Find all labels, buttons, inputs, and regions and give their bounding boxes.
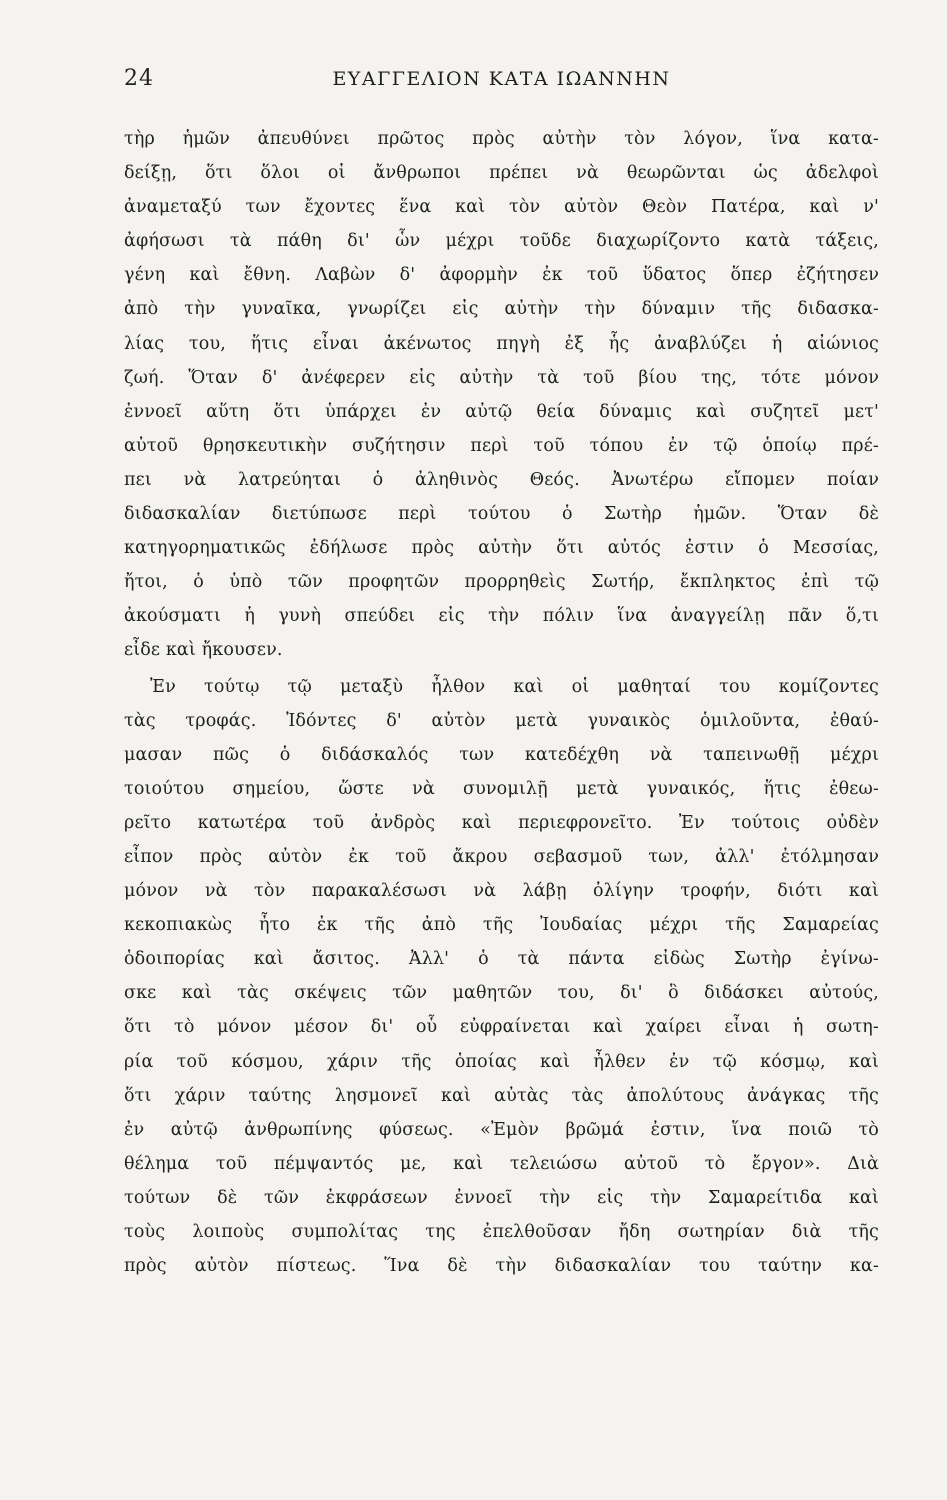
text-line: διδασκαλίαν διετύπωσε περὶ τούτου ὁ Σωτὴρ ἡμῶν. Ὅταν δὲ	[124, 504, 879, 525]
body-text	[124, 122, 879, 1283]
paragraph-1	[124, 122, 879, 668]
text-line: Ἐν τούτῳ τῷ μεταξὺ ἦλθον καὶ οἱ μαθηταί του κομίζοντες	[150, 676, 879, 697]
text-line: πει νὰ λατρεύηται ὁ ἀληθινὸς Θεός. Ἀνωτέρω εἴπομεν ποίαν	[124, 469, 879, 490]
page-number: 24	[124, 66, 154, 91]
paragraph-2	[124, 670, 879, 1284]
text-line: εἶδε καὶ ἤκουσεν.	[124, 640, 283, 661]
text-line: τὴρ ἡμῶν ἀπευθύνει πρῶτος πρὸς αὐτὴν τὸν λόγον, ἵνα κατα-	[124, 129, 879, 149]
text-line: ὅτι χάριν ταύτης λησμονεῖ καὶ αὐτὰς τὰς ἀπολύτους ἀνάγκας τῆς	[124, 1085, 879, 1106]
page-header	[124, 66, 879, 100]
text-line: κατηγορηματικῶς ἐδήλωσε πρὸς αὐτὴν ὅτι αὐτός ἐστιν ὁ Μεσσίας,	[124, 538, 879, 559]
text-line: ὅτι τὸ μόνον μέσον δι' οὗ εὐφραίνεται καὶ χαίρει εἶναι ἡ σωτη-	[124, 1017, 879, 1038]
text-line: ἀφήσωσι τὰ πάθη δι' ὧν μέχρι τοῦδε διαχωρίζοντο κατὰ τάξεις,	[124, 231, 879, 252]
text-line: ρεῖτο κατωτέρα τοῦ ἀνδρὸς καὶ περιεφρονεῖτο. Ἐν τούτοις οὐδὲν	[124, 812, 879, 833]
text-line: τὰς τροφάς. Ἰδόντες δ' αὐτὸν μετὰ γυναικὸς ὁμιλοῦντα, ἐθαύ-	[124, 710, 879, 731]
text-line: ἀναμεταξύ των ἔχοντες ἕνα καὶ τὸν αὐτὸν Θεὸν Πατέρα, καὶ ν'	[124, 197, 879, 218]
text-line: ἀπὸ τὴν γυναῖκα, γνωρίζει εἰς αὐτὴν τὴν δύναμιν τῆς διδασκα-	[124, 299, 879, 320]
text-line: ζωή. Ὅταν δ' ἀνέφερεν εἰς αὐτὴν τὰ τοῦ βίου της, τότε μόνον	[124, 367, 879, 388]
text-line: τούτων δὲ τῶν ἐκφράσεων ἐννοεῖ τὴν εἰς τὴν Σαμαρείτιδα καὶ	[124, 1187, 879, 1208]
text-line: τοὺς λοιποὺς συμπολίτας της ἐπελθοῦσαν ἤδη σωτηρίαν διὰ τῆς	[124, 1222, 879, 1242]
text-line: τοιούτου σημείου, ὥστε νὰ συνομιλῇ μετὰ γυναικός, ἥτις ἐθεω-	[124, 778, 879, 799]
text-line: αὐτοῦ θρησκευτικὴν συζήτησιν περὶ τοῦ τόπου ἐν τῷ ὁποίῳ πρέ-	[124, 435, 879, 456]
text-line: θέλημα τοῦ πέμψαντός με, καὶ τελειώσω αὐτοῦ τὸ ἔργον». Διὰ	[124, 1153, 879, 1174]
text-line: μόνον νὰ τὸν παρακαλέσωσι νὰ λάβῃ ὀλίγην τροφήν, διότι καὶ	[124, 881, 879, 902]
text-line: λίας του, ἥτις εἶναι ἀκένωτος πηγὴ ἐξ ἧς ἀναβλύζει ἡ αἰώνιος	[124, 333, 879, 354]
text-line: ἀκούσματι ἡ γυνὴ σπεύδει εἰς τὴν πόλιν ἵνα ἀναγγείλῃ πᾶν ὅ,τι	[124, 606, 879, 627]
text-line: ἐν αὐτῷ ἀνθρωπίνης φύσεως. «Ἐμὸν βρῶμά ἐστιν, ἵνα ποιῶ τὸ	[124, 1119, 879, 1140]
text-line: ἤτοι, ὁ ὑπὸ τῶν προφητῶν προρρηθεὶς Σωτήρ, ἔκπληκτος ἐπὶ τῷ	[124, 572, 879, 593]
text-line: κεκοπιακὼς ἦτο ἐκ τῆς ἀπὸ τῆς Ἰουδαίας μέχρι τῆς Σαμαρείας	[124, 915, 879, 936]
text-line: δείξῃ, ὅτι ὅλοι οἱ ἄνθρωποι πρέπει νὰ θεωρῶνται ὡς ἀδελφοὶ	[124, 163, 879, 184]
text-line: μασαν πῶς ὁ διδάσκαλός των κατεδέχθη νὰ ταπεινωθῇ μέχρι	[124, 744, 879, 765]
text-line: πρὸς αὐτὸν πίστεως. Ἵνα δὲ τὴν διδασκαλίαν του ταύτην κα-	[124, 1256, 879, 1277]
text-line: ρία τοῦ κόσμου, χάριν τῆς ὁποίας καὶ ἦλθεν ἐν τῷ κόσμῳ, καὶ	[124, 1051, 879, 1072]
text-line: ὁδοιπορίας καὶ ἄσιτος. Ἀλλ' ὁ τὰ πάντα εἰδὼς Σωτὴρ ἐγίνω-	[124, 949, 879, 970]
text-line: σκε καὶ τὰς σκέψεις τῶν μαθητῶν του, δι' ὃ διδάσκει αὐτούς,	[124, 983, 879, 1004]
text-line: εἶπον πρὸς αὐτὸν ἐκ τοῦ ἄκρου σεβασμοῦ των, ἀλλ' ἐτόλμησαν	[124, 846, 879, 867]
running-title: ΕΥΑΓΓΕΛΙΟΝ ΚΑΤΑ ΙΩΑΝΝΗΝ	[332, 68, 671, 90]
text-line: ἐννοεῖ αὕτη ὅτι ὑπάρχει ἐν αὐτῷ θεία δύναμις καὶ συζητεῖ μετ'	[124, 401, 879, 422]
text-line: γένη καὶ ἔθνη. Λαβὼν δ' ἀφορμὴν ἐκ τοῦ ὕδατος ὅπερ ἐζήτησεν	[124, 265, 879, 286]
